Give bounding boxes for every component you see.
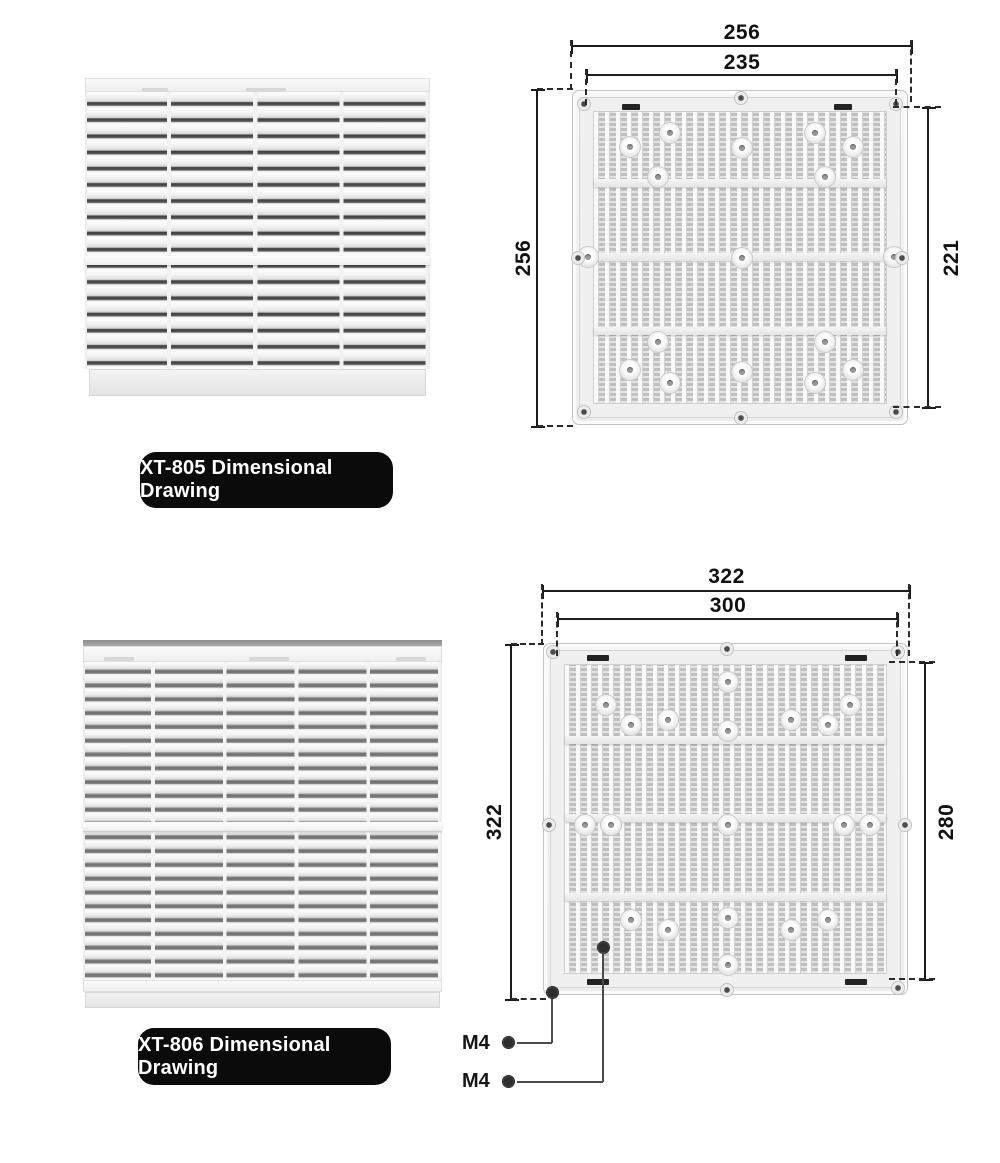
xt806-front-photo xyxy=(83,640,442,1008)
extension-line xyxy=(511,643,544,645)
cap-notch xyxy=(396,657,426,661)
grid-band xyxy=(594,327,886,335)
xt805-outer-height-line xyxy=(536,90,538,427)
boss-marker xyxy=(815,332,835,352)
m4-callout-dot xyxy=(503,1076,514,1087)
xt805-outer-height-label: 256 xyxy=(512,239,535,277)
xt806-outer-width-line xyxy=(543,590,910,592)
boss-marker xyxy=(621,715,641,735)
m4-leader-line xyxy=(517,1042,552,1044)
boss-marker xyxy=(620,360,640,380)
boss-marker xyxy=(660,123,680,143)
xt805-inner-height-label: 221 xyxy=(940,239,963,277)
xt806-badge xyxy=(138,1028,391,1085)
xt805-back-drawing xyxy=(572,90,908,425)
screw-marker xyxy=(721,643,733,655)
screw-marker xyxy=(578,98,590,110)
extension-line xyxy=(896,612,898,656)
boss-marker xyxy=(718,815,738,835)
screw-marker xyxy=(899,819,911,831)
xt806-bottom-cap xyxy=(83,980,442,992)
grid-band xyxy=(594,179,886,187)
extension-line xyxy=(889,661,935,663)
xt805-badge-label: XT-805 Dimensional Drawing xyxy=(140,457,333,502)
xt806-mid-ledge xyxy=(83,822,442,831)
extension-line xyxy=(910,40,912,102)
extension-line xyxy=(893,106,941,108)
cap-notch xyxy=(104,657,134,661)
boss-marker xyxy=(818,715,838,735)
boss-marker xyxy=(805,123,825,143)
xt806-inner-height-line xyxy=(924,663,926,980)
extension-line xyxy=(908,584,910,656)
screw-marker xyxy=(572,252,584,264)
screw-marker xyxy=(896,252,908,264)
screw-marker xyxy=(721,984,733,996)
extension-line xyxy=(541,584,543,645)
boss-marker xyxy=(781,710,801,730)
extension-line xyxy=(537,88,573,90)
boss-marker xyxy=(843,360,863,380)
boss-marker xyxy=(732,138,752,158)
xt806-outer-height-label: 322 xyxy=(483,803,506,841)
extension-line xyxy=(585,69,587,105)
screw-marker xyxy=(543,819,555,831)
xt805-base xyxy=(89,369,426,396)
m4-leader-line xyxy=(517,1081,603,1083)
extension-line xyxy=(556,612,558,656)
cap-notch xyxy=(249,657,289,661)
xt805-inner-width-label: 235 xyxy=(723,51,761,74)
boss-marker xyxy=(658,710,678,730)
xt805-front-photo xyxy=(85,78,430,396)
boss-marker xyxy=(596,695,616,715)
boss-marker xyxy=(840,695,860,715)
xt806-outer-height-line xyxy=(510,645,512,1000)
boss-marker xyxy=(718,721,738,741)
xt805-inner-height-line xyxy=(927,108,929,408)
m4-hole-corner xyxy=(547,987,558,998)
extension-line xyxy=(893,406,941,408)
boss-marker xyxy=(732,248,752,268)
xt806-inner-height-label: 280 xyxy=(935,803,958,841)
boss-marker xyxy=(732,362,752,382)
xt806-back-drawing xyxy=(543,643,908,995)
xt806-base xyxy=(85,992,440,1008)
boss-marker xyxy=(658,920,678,940)
boss-marker xyxy=(648,167,668,187)
clip-tab xyxy=(622,104,640,110)
xt805-badge xyxy=(140,452,393,508)
xt806-inner-width-line xyxy=(558,618,898,620)
boss-marker xyxy=(620,137,640,157)
boss-marker xyxy=(621,910,641,930)
clip-tab xyxy=(845,655,867,661)
xt805-outer-width-label: 256 xyxy=(723,21,761,44)
m4-label-1: M4 xyxy=(462,1032,490,1054)
screw-marker xyxy=(892,646,904,658)
screw-marker xyxy=(735,412,747,424)
clip-tab xyxy=(587,979,609,985)
xt805-inner-width-line xyxy=(587,74,897,76)
boss-marker xyxy=(601,815,621,835)
extension-line xyxy=(570,40,572,90)
xt806-inner-width-label: 300 xyxy=(709,594,747,617)
boss-marker xyxy=(815,167,835,187)
xt805-louvers xyxy=(85,92,430,369)
boss-marker xyxy=(575,815,595,835)
boss-marker xyxy=(818,910,838,930)
xt805-figure xyxy=(0,0,1000,540)
boss-marker xyxy=(718,955,738,975)
m4-leader-line xyxy=(551,999,553,1043)
clip-tab xyxy=(845,979,867,985)
clip-tab xyxy=(834,104,852,110)
m4-label-2: M4 xyxy=(462,1070,490,1092)
boss-marker xyxy=(718,908,738,928)
grid-band xyxy=(565,893,886,901)
screw-marker xyxy=(735,92,747,104)
m4-leader-line xyxy=(602,952,604,1082)
boss-marker xyxy=(648,332,668,352)
boss-marker xyxy=(860,815,880,835)
xt806-badge-label: XT-806 Dimensional Drawing xyxy=(138,1033,331,1079)
xt805-top-cap xyxy=(85,78,430,92)
xt806-louvers xyxy=(83,662,442,980)
clip-tab xyxy=(587,655,609,661)
xt805-outer-width-line xyxy=(572,45,912,47)
screw-marker xyxy=(578,406,590,418)
boss-marker xyxy=(805,373,825,393)
extension-line xyxy=(889,978,935,980)
xt806-top-cap xyxy=(83,646,442,662)
boss-marker xyxy=(843,137,863,157)
xt805-mid-ledge xyxy=(85,256,430,265)
boss-marker xyxy=(834,815,854,835)
extension-line xyxy=(537,425,573,427)
extension-line xyxy=(895,69,897,105)
xt806-outer-width-label: 322 xyxy=(708,565,745,588)
extension-line xyxy=(511,998,546,1000)
boss-marker xyxy=(781,920,801,940)
boss-marker xyxy=(718,672,738,692)
xt806-figure xyxy=(0,540,1000,1163)
m4-callout-dot xyxy=(503,1037,514,1048)
boss-marker xyxy=(660,373,680,393)
screw-marker xyxy=(892,982,904,994)
